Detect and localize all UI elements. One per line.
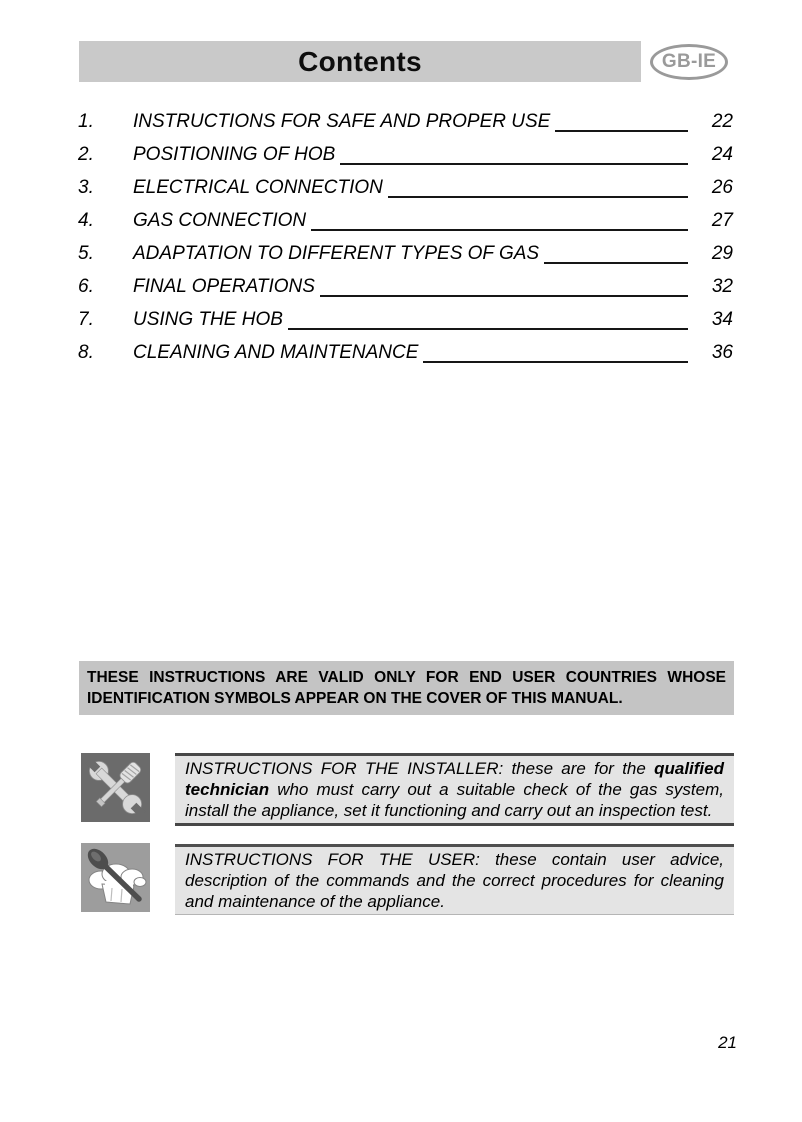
- toc-leader-line: [555, 130, 688, 132]
- user-instructions-text: [175, 844, 734, 915]
- toc-item-number: 3.: [78, 176, 94, 198]
- toc-page-number: 32: [711, 275, 733, 297]
- toc-item-title: CLEANING AND MAINTENANCE: [133, 341, 419, 363]
- toc-item-title: FINAL OPERATIONS: [133, 275, 315, 297]
- text-line: description of the commands and the correct procedures for cleaning: [185, 871, 724, 890]
- toc-page-number: 22: [711, 110, 733, 132]
- toc-row: [78, 171, 733, 204]
- validity-notice-box: [79, 661, 734, 715]
- toc-leader-line: [311, 229, 688, 231]
- toc-row: [78, 270, 733, 303]
- header-bar: [79, 41, 641, 82]
- toc-row: [78, 237, 733, 270]
- toc-item-title: POSITIONING OF HOB: [133, 143, 336, 165]
- text-line: and maintenance of the appliance.: [185, 892, 445, 911]
- toc-item-number: 6.: [78, 275, 94, 297]
- toc-row: [78, 138, 733, 171]
- toc-item-number: 8.: [78, 341, 94, 363]
- text-line: INSTRUCTIONS FOR THE USER: these contain user advice,: [185, 850, 724, 869]
- toc-item-title: GAS CONNECTION: [133, 209, 307, 231]
- country-badge-label: GB-IE: [661, 51, 717, 72]
- toc-leader-line: [388, 196, 688, 198]
- page-title: Contents: [298, 45, 422, 77]
- chef-hat-spoon-icon: [81, 843, 150, 912]
- toc-leader-line: [423, 361, 688, 363]
- toc-row: [78, 204, 733, 237]
- text-line: IDENTIFICATION SYMBOLS APPEAR ON THE COVER OF THIS MANUAL.: [87, 690, 623, 707]
- crossed-tools-icon: [81, 753, 150, 822]
- toc-item-number: 7.: [78, 308, 94, 330]
- text-line: INSTRUCTIONS FOR THE INSTALLER: these are for the qualified: [185, 759, 724, 778]
- text-line: technician who must carry out a suitable check of the gas system,: [185, 780, 724, 799]
- toc-row: [78, 105, 733, 138]
- toc-item-number: 2.: [78, 143, 94, 165]
- toc-row: [78, 303, 733, 336]
- toc-page-number: 34: [711, 308, 733, 330]
- toc-leader-line: [340, 163, 688, 165]
- table-of-contents: [78, 105, 733, 369]
- toc-page-number: 27: [711, 209, 733, 231]
- installer-instructions-text: [175, 753, 734, 826]
- toc-item-title: ELECTRICAL CONNECTION: [133, 176, 383, 198]
- toc-page-number: 24: [711, 143, 733, 165]
- text-line: THESE INSTRUCTIONS ARE VALID ONLY FOR END USER COUNTRIES WHOSE: [87, 669, 726, 686]
- toc-leader-line: [544, 262, 688, 264]
- country-badge: [650, 44, 728, 80]
- toc-page-number: 36: [711, 341, 733, 363]
- toc-item-number: 1.: [78, 110, 94, 132]
- toc-item-title: USING THE HOB: [133, 308, 283, 330]
- page-number: 21: [718, 1033, 737, 1052]
- text-line: install the appliance, set it functioning and carry out an inspection test.: [185, 801, 713, 820]
- toc-item-number: 5.: [78, 242, 94, 264]
- toc-item-number: 4.: [78, 209, 94, 231]
- toc-item-title: INSTRUCTIONS FOR SAFE AND PROPER USE: [133, 110, 551, 132]
- toc-page-number: 29: [711, 242, 733, 264]
- toc-item-title: ADAPTATION TO DIFFERENT TYPES OF GAS: [133, 242, 540, 264]
- toc-leader-line: [320, 295, 688, 297]
- toc-leader-line: [288, 328, 688, 330]
- toc-page-number: 26: [711, 176, 733, 198]
- toc-row: [78, 336, 733, 369]
